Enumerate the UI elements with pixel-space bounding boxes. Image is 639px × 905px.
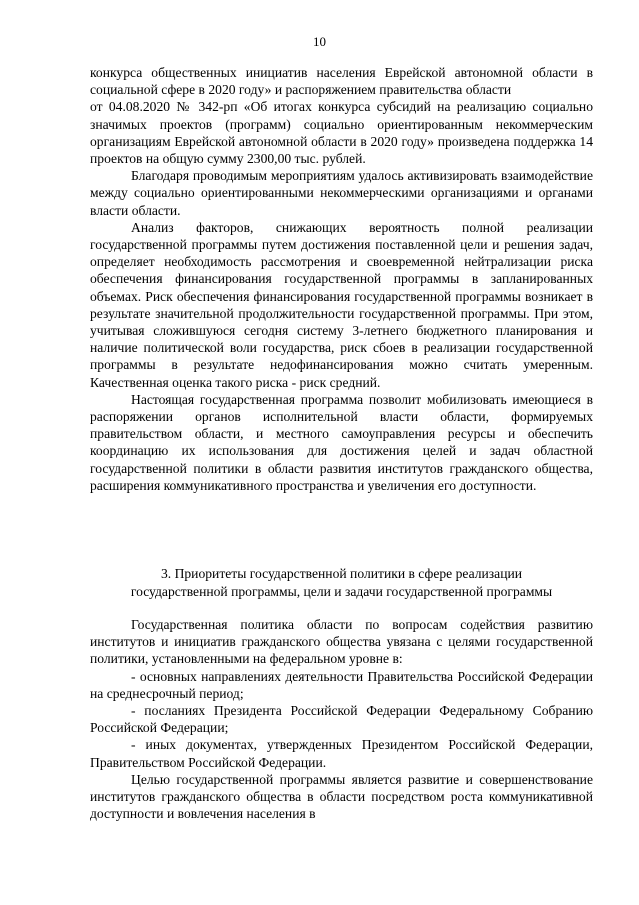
section-heading bbox=[90, 565, 593, 601]
paragraph: Настоящая государственная программа позволит мобилизовать имеющиеся в распоряжении органов исполнительной власти области, формируемых правительством области, и местного самоуправления ресурсы и обеспечить координацию их использования для достижения целей и задач областной государственной политики в области развития институтов гражданского общества, расширения коммуникативного пространства и увеличения его доступности. bbox=[90, 391, 593, 493]
page-number: 10 bbox=[313, 34, 326, 49]
paragraph: конкурса общественных инициатив населения Еврейской автономной области в социальной сфере в 2020 году» и распоряжением правительства области bbox=[90, 65, 593, 98]
paragraph: Анализ факторов, снижающих вероятность полной реализации государственной программы путем достижения поставленной цели и решения задач, определяет необходимость рассмотрения и своевременной нейтрализации риска обеспечения финансирования государственной программы в запланированных объемах. Риск обеспечения финансирования государственной программы возникает в результате значительной продолжительности государственной программы. При этом, учитывая сложившуюся сегодня систему 3-летнего бюджетного планирования и наличие политической воли государства, риск сбоев в реализации государственной программы в результате недофинансирования можно считать умеренным. Качественная оценка такого риска - риск средний. bbox=[90, 219, 593, 390]
paragraph: Целью государственной программы является развитие и совершенствование институтов гражданского общества в области посредством роста коммуникативной доступности и вовлечения населения в bbox=[90, 771, 593, 822]
list-item: - посланиях Президента Российской Федерации Федеральному Собранию Российской Федерации; bbox=[90, 703, 593, 736]
section-heading-line-1: 3. Приоритеты государственной политики в сфере реализации bbox=[160, 566, 523, 581]
list-item: - иных документах, утвержденных Президентом Российской Федерации, Правительством Российской Федерации. bbox=[90, 737, 593, 770]
paragraph: от 04.08.2020 № 342-рп «Об итогах конкурса субсидий на реализацию социально значимых проектов (программ) социально ориентированным некоммерческим организациям Еврейской автономной области в 2020 году» произведена поддержка 14 проектов на общую сумму 2300,00 тыс. рублей. bbox=[90, 99, 593, 167]
list-item: - основных направлениях деятельности Правительства Российской Федерации на среднесрочный период; bbox=[90, 668, 593, 701]
paragraph: Благодаря проводимым мероприятиям удалось активизировать взаимодействие между социально ориентированными некоммерческими организациями и органами власти области. bbox=[90, 168, 593, 218]
paragraph: Государственная политика области по вопросам содействия развитию институтов и инициатив гражданского общества увязана с целями государственной политики, установленными на федеральном уровне в: bbox=[90, 617, 593, 667]
body-text-bottom bbox=[90, 616, 593, 822]
body-text-top bbox=[90, 64, 593, 494]
section-heading-line-2: государственной программы, цели и задачи государственной программы bbox=[130, 584, 553, 599]
